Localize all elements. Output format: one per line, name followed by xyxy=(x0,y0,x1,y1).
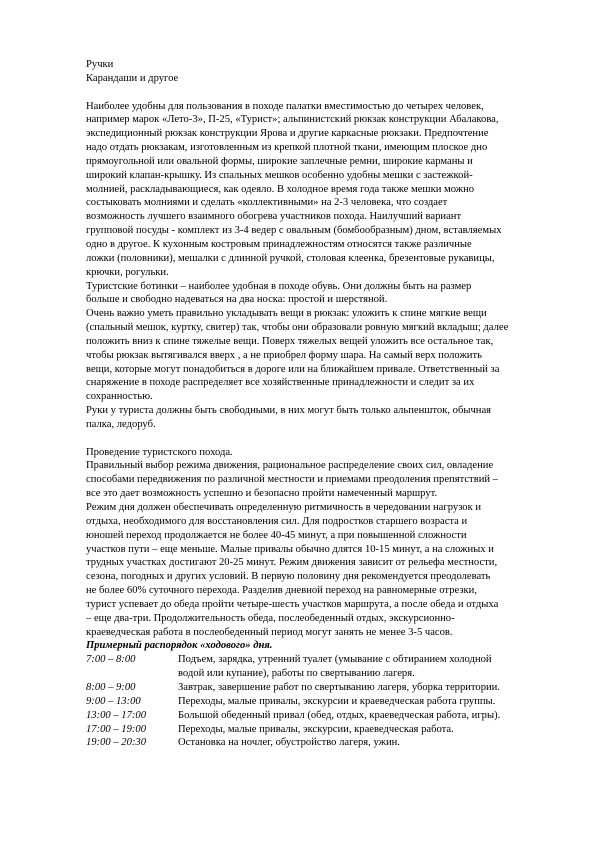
text-line: (спальный мешок, куртку, свитер) так, чтобы они образовали ровную мягкий вкладыш; далее xyxy=(86,322,509,334)
schedule-row xyxy=(86,681,555,695)
schedule-table xyxy=(86,653,555,750)
text-line: отдыха, необходимого для восстановления сил. Для подростков старшего возраста и xyxy=(86,515,468,527)
schedule-row xyxy=(86,723,555,737)
schedule-activity xyxy=(178,709,555,723)
text-line: палка, ледоруб. xyxy=(86,418,156,430)
schedule-row xyxy=(86,695,555,709)
text-line: все это дает возможность успешно и безопасно пройти намеченный маршрут. xyxy=(86,488,438,500)
text-line: Правильный выбор режима движения, рациональное распределение своих сил, овладение xyxy=(86,460,494,472)
text-line: крючки, рогульки. xyxy=(86,266,169,278)
text-line: например марок «Лето-3», П-25, «Турист»; альпинистский рюкзак конструкции Абалакова, xyxy=(86,114,499,126)
text-line: состыковать молниями и сделать «коллективными» на 2-3 человека, что создает xyxy=(86,197,448,209)
schedule-activity-line: водой или купание), работы по свертыванию лагеря. xyxy=(178,668,415,680)
schedule-activity xyxy=(178,736,555,750)
schedule-activity-line: Подъем, зарядка, утренний туалет (умывание с обтиранием холодной xyxy=(178,654,492,666)
schedule-activity xyxy=(178,723,555,737)
text-line: чтобы рюкзак вытягивался вверх , а не приобрел форму шара. На самый верх положить xyxy=(86,349,482,361)
blank-line xyxy=(86,432,555,446)
schedule-time: 7:00 – 8:00 xyxy=(86,654,136,666)
equipment-section xyxy=(86,100,555,432)
text-line: больше и свободно надеваться на два носка: простой и шерстяной. xyxy=(86,294,388,306)
text-line: Руки у туриста должны быть свободными, в них могут быть только альпеншток, обычная xyxy=(86,405,492,417)
text-line: положить вниз к спине тяжелые вещи. Поверх тяжелых вещей уложить все остальное так, xyxy=(86,335,494,347)
text-line: не более 60% суточного перехода. Разделив дневной переход на равномерные отрезки, xyxy=(86,585,477,597)
header-line: Карандаши и другое xyxy=(86,72,179,84)
text-line: прямоугольной или овальной формы, широкие заплечные ремни, широкие карманы и xyxy=(86,155,473,167)
schedule-row xyxy=(86,709,555,723)
text-line: – еще два-три. Продолжительность обеда, послеобеденный отдых, экскурсионно- xyxy=(86,612,455,624)
text-line: возможность лучшего взаимного обогрева участников похода. Наилучший вариант xyxy=(86,211,462,223)
schedule-title: Примерный распорядок «ходового» дня. xyxy=(86,640,273,652)
schedule-row xyxy=(86,653,555,681)
text-line: экспедиционный рюкзак конструкции Ярова и другие каркасные рюкзаки. Предпочтение xyxy=(86,128,489,140)
text-line: широкий клапан-крышку. Из спальных мешков особенно удобны мешки с застежкой- xyxy=(86,169,473,181)
text-line: вещи, которые могут понадобиться в дороге или на ближайшем привале. Ответственный за xyxy=(86,363,500,375)
text-line: Туристские ботинки – наиболее удобная в походе обувь. Они должны быть на размер xyxy=(86,280,472,292)
hike-section xyxy=(86,446,555,640)
schedule-activity-line: Переходы, малые привалы, экскурсии, краеведческая работа. xyxy=(178,723,454,735)
schedule-time: 17:00 – 19:00 xyxy=(86,723,147,735)
text-line: Наиболее удобны для пользования в походе палатки вместимостью до четырех человек, xyxy=(86,100,484,112)
schedule-activity-line: Остановка на ночлег, обустройство лагеря, ужин. xyxy=(178,737,400,749)
schedule-time: 9:00 – 13:00 xyxy=(86,695,141,707)
text-line: краеведческая работа в послеобеденный период могут занять не менее 3-5 часов. xyxy=(86,626,453,638)
text-line: Проведение туристского похода. xyxy=(86,446,233,458)
schedule-time: 13:00 – 17:00 xyxy=(86,709,147,721)
blank-line xyxy=(86,86,555,100)
schedule-time: 8:00 – 9:00 xyxy=(86,681,136,693)
text-line: способами передвижения по различной местности и приемами преодоления препятствий – xyxy=(86,474,498,486)
text-line: молнией, раскладывающиеся, как одеяло. В холодное время года также мешки можно xyxy=(86,183,475,195)
text-line: одно в другое. К кухонным костровым принадлежностям относятся также различные xyxy=(86,238,472,250)
text-line: снаряжение в походе распределяет все хозяйственные принадлежности и следит за их xyxy=(86,377,475,389)
schedule-activity xyxy=(178,695,555,709)
text-line: сохранностью. xyxy=(86,391,153,403)
text-line: юношей переход продолжается не более 40-45 минут, а при повышенной сложности xyxy=(86,529,467,541)
text-line: участков пути – еще меньше. Малые привалы обычно длятся 10-15 минут, а на сложных и xyxy=(86,543,494,555)
schedule-activity-line: Завтрак, завершение работ по свертыванию лагеря, уборка территории. xyxy=(178,681,500,693)
text-line: Режим дня должен обеспечивать определенную ритмичность в чередовании нагрузок и xyxy=(86,502,482,513)
header-line: Ручки xyxy=(86,59,114,70)
schedule-activity-line: Большой обеденный привал (обед, отдых, краеведческая работа, игры). xyxy=(178,709,501,721)
text-line: сезона, погодных и других условий. В первую половину дня рекомендуется преодолевать xyxy=(86,571,491,583)
schedule-time: 19:00 – 20:30 xyxy=(86,737,147,749)
schedule-activity xyxy=(178,681,555,695)
schedule-row xyxy=(86,736,555,750)
text-line: групповой посуды - комплект из 3-4 ведер с овальным (бомбообразным) дном, вставляемых xyxy=(86,225,502,237)
schedule-activity-line: Переходы, малые привалы, экскурсии и краеведческая работа группы. xyxy=(178,695,496,707)
header-block xyxy=(86,58,555,86)
text-line: трудных участках достигают 20-25 минут. Режим движения зависит от рельефа местности, xyxy=(86,557,498,569)
text-line: ложки (половники), мешалки с длинной ручкой, столовая клеенка, брезентовые рукавицы, xyxy=(86,252,495,264)
text-line: турист успевает до обеда пройти четыре-шесть участков маршрута, а после обеда и отдыха xyxy=(86,598,499,610)
schedule-activity xyxy=(178,653,555,681)
text-line: Очень важно уметь правильно укладывать вещи в рюкзак: уложить к спине мягкие вещи xyxy=(86,308,487,320)
text-line: надо отдать рюкзакам, изготовленным из крепкой плотной ткани, имеющим плоское дно xyxy=(86,142,488,154)
